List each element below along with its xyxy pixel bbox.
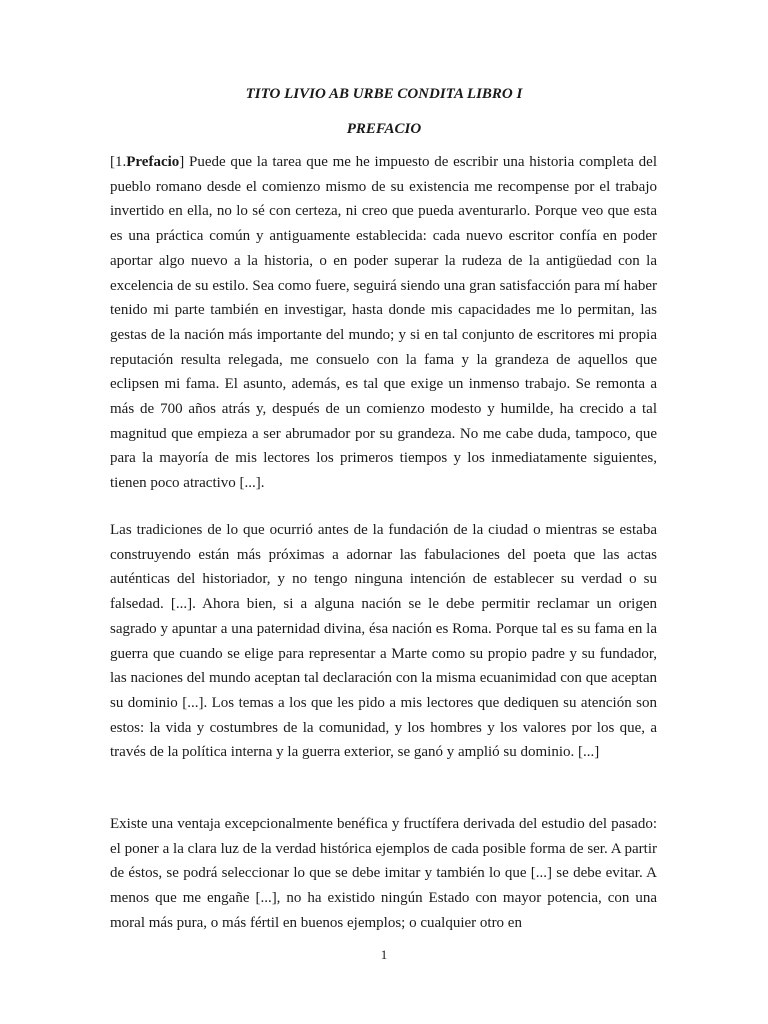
document-title: TITO LIVIO AB URBE CONDITA LIBRO I [245,86,523,102]
paragraph-1 [110,150,657,496]
paragraph-3: Existe una ventaja excepcionalmente benéfica y fructífera derivada del estudio del pasado: el poner a la clara luz de la verdad histórica ejemplos de cada posible forma de ser. A partir de éstos, se podrá seleccionar lo que se debe imitar y también lo que [...] se debe evitar. A menos que me engañe [...], no ha existido ningún Estado con mayor potencia, con una moral más pura, o más fértil en buenos ejemplos; o cualquier otro en [110,816,657,931]
paragraph-1-label: Prefacio [126,154,180,170]
page-number: 1 [380,947,388,962]
paragraph-2: Las tradiciones de lo que ocurrió antes de la fundación de la ciudad o mientras se estaba construyendo están más próximas a adornar las fabulaciones del poeta que las actas auténticas del historiador, y no tengo ninguna intención de establecer su verdad o su falsedad. [...]. Ahora bien, si a alguna nación se le debe permitir reclamar un origen sagrado y apuntar a una paternidad divina, ésa nación es Roma. Porque tal es su fama en la guerra que cuando se elige para representar a Marte como su propio padre y su fundador, las naciones del mundo aceptan tal declaración con la misma ecuanimidad con que aceptan su dominio [...]. Los temas a los que les pido a mis lectores que dediquen su atención son estos: la vida y costumbres de la comunidad, y los hombres y los valores por los que, a través de la política interna y la guerra exterior, se ganó y amplió su dominio. [...] [110,522,657,761]
paragraph-1-text: ] Puede que la tarea que me he impuesto de escribir una historia completa del pueblo romano desde el comienzo mismo de su existencia me recompense por el trabajo invertido en ella, no lo sé con certeza, ni creo que pueda aventurarlo. Porque veo que esta es una práctica común y antiguamente establecida: cada nuevo escritor confía en poder aportar algo nuevo a la historia, o en poder superar la rudeza de la antigüedad con la excelencia de su estilo. Sea como fuere, seguirá siendo una gran satisfacción para mí haber tenido mi parte también en investigar, hasta donde mis capacidades me lo permitan, las gestas de la nación más importante del mundo; y si en tal conjunto de escritores mi propia reputación resulta relegada, me consuelo con la fama y la grandeza de aquellos que eclipsen mi fama. El asunto, además, es tal que exige un inmenso trabajo. Se remonta a más de 700 años atrás y, después de un comienzo modesto y humilde, ha crecido a tal magnitud que empieza a ser abrumador por su grandeza. No me cabe duda, tampoco, que para la mayoría de mis lectores los primeros tiempos y los inmediatamente siguientes, tienen poco atractivo [...]. [110,154,657,492]
paragraph-1-open-bracket: [1. [110,154,127,170]
section-title: PREFACIO [346,121,422,137]
